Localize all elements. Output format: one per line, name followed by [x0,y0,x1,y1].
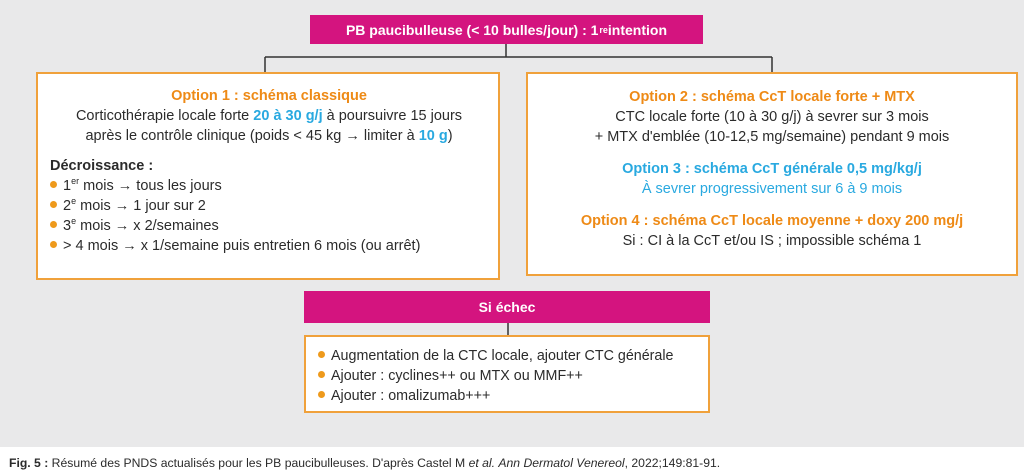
top-header-box [310,15,703,44]
bullet-icon [50,181,57,188]
decroissance-item: 1er mois → tous les jours [50,176,488,196]
option1-line2: après le contrôle clinique (poids < 45 kg → limiter à 10 g) [85,128,453,144]
failure-item: Ajouter : cyclines++ ou MTX ou MMF++ [318,366,700,386]
option1-dose: 20 à 30 g/j [253,108,323,124]
option1-line1: Corticothérapie locale forte 20 à 30 g/j à poursuivre 15 jours [75,108,463,124]
decroissance-item: 2e mois → 1 jour sur 2 [50,196,488,216]
bullet-icon [50,201,57,208]
option3-title: Option 3 : schéma CcT générale 0,5 mg/kg/j [622,161,922,177]
failure-header-text: Si échec [478,299,536,315]
options-right-box [526,72,1018,276]
option1-box [36,72,500,280]
option2-line2: + MTX d'emblée (10-12,5 mg/semaine) pendant 9 mois [594,129,950,145]
decroissance-item: 3e mois → x 2/semaines [50,216,488,236]
option3-line1: À sevrer progressivement sur 6 à 9 mois [641,181,903,197]
option1-title: Option 1 : schéma classique [171,88,367,104]
option4-title: Option 4 : schéma CcT locale moyenne + doxy 200 mg/j [580,213,964,229]
bullet-icon [50,221,57,228]
option4-line1: Si : CI à la CcT et/ou IS ; impossible schéma 1 [622,233,922,249]
option2-title: Option 2 : schéma CcT locale forte + MTX [629,89,915,105]
bullet-icon [318,391,325,398]
top-header-text: PB paucibulleuse (< 10 bulles/jour) : 1 [345,21,599,38]
option2-line1: CTC locale forte (10 à 30 g/j) à sevrer sur 3 mois [615,109,929,125]
failure-item: Augmentation de la CTC locale, ajouter CTC générale [318,346,700,366]
bullet-icon [50,241,57,248]
top-header-sup: re [599,24,608,35]
bullet-icon [318,351,325,358]
bullet-icon [318,371,325,378]
top-header-suffix: intention [607,21,668,38]
figure-caption: Fig. 5 : Résumé des PNDS actualisés pour les PB paucibulleuses. D'après Castel M et al. Ann Dermatol Venereol, 2022;149:81-91. [9,456,721,470]
option1-limit-dose: 10 g [418,128,448,144]
caption-journal: Ann Dermatol Venereol [498,456,625,470]
decroissance-item: > 4 mois → x 1/semaine puis entretien 6 mois (ou arrêt) [50,236,488,256]
failure-header-box [304,291,710,323]
failure-item: Ajouter : omalizumab+++ [318,386,700,406]
caption-label: Fig. 5 : [9,456,49,470]
decroissance-label: Décroissance : [50,158,154,174]
failure-box [304,335,710,413]
